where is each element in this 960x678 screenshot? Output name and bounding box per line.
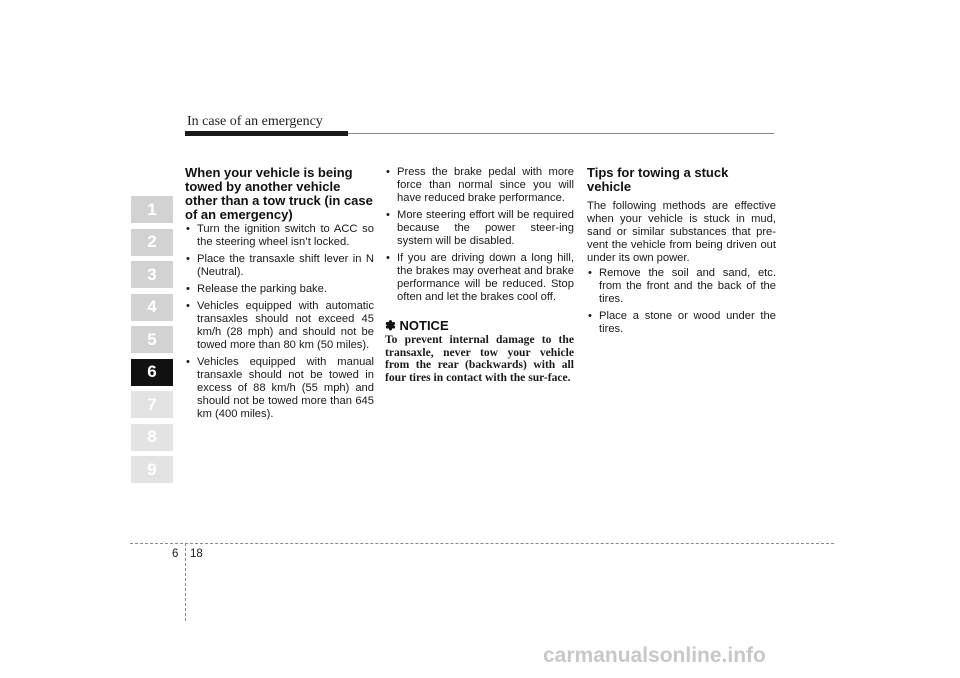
watermark: carmanualsonline.info xyxy=(543,644,766,667)
notice-heading: ✽ NOTICE xyxy=(385,318,449,333)
chapter-tab-5[interactable]: 5 xyxy=(131,326,173,353)
footer-divider xyxy=(185,543,186,621)
header-bar xyxy=(185,131,348,136)
chapter-tab-8[interactable]: 8 xyxy=(131,424,173,451)
section-heading-towing: When your vehicle is being towed by another vehicle other than a tow truck (in case of an emergency) xyxy=(185,165,373,222)
chapter-tab-1[interactable]: 1 xyxy=(131,196,173,223)
list-item: • Vehicles equipped with manual transaxle should not be towed in excess of 88 km/h (55 mph) and should not be towed more than 645 km (400 miles). xyxy=(185,356,374,421)
column-towing-continued xyxy=(385,166,574,384)
list-item: • Place a stone or wood under the tires. xyxy=(587,310,776,336)
footer-page-number: 18 xyxy=(190,548,203,560)
page-header-title: In case of an emergency xyxy=(187,114,323,129)
list-item: • More steering effort will be required because the power steer-ing system will be disabled. xyxy=(385,209,574,248)
chapter-tabs xyxy=(131,196,173,489)
list-item: • Vehicles equipped with automatic transaxles should not exceed 45 km/h (28 mph) and should not be towed more than 80 km (50 miles). xyxy=(185,300,374,352)
chapter-tab-3[interactable]: 3 xyxy=(131,261,173,288)
list-item: • Place the transaxle shift lever in N (Neutral). xyxy=(185,253,374,279)
stuck-vehicle-intro: The following methods are effective when your vehicle is stuck in mud, sand or similar substances that pre-vent the vehicle from being driven out under its own power. xyxy=(587,200,776,264)
list-item: • If you are driving down a long hill, the brakes may overheat and brake performance will be reduced. Stop often and let the brakes cool off. xyxy=(385,252,574,304)
section-heading-stuck-vehicle: Tips for towing a stuck vehicle xyxy=(587,165,729,194)
stuck-vehicle-list xyxy=(587,267,776,336)
chapter-tab-7[interactable]: 7 xyxy=(131,391,173,418)
column-towing-by-vehicle xyxy=(185,166,374,425)
chapter-tab-6[interactable]: 6 xyxy=(131,359,173,386)
list-item: • Release the parking bake. xyxy=(185,283,374,296)
footer-rule xyxy=(130,543,834,544)
chapter-tab-9[interactable]: 9 xyxy=(131,456,173,483)
list-item: • Turn the ignition switch to ACC so the steering wheel isn’t locked. xyxy=(185,223,374,249)
chapter-tab-2[interactable]: 2 xyxy=(131,229,173,256)
towing-steps-list xyxy=(185,223,374,421)
list-item: • Press the brake pedal with more force than normal since you will have reduced brake performance. xyxy=(385,166,574,205)
notice-body: To prevent internal damage to the transaxle, never tow your vehicle from the rear (backwards) with all four tires in contact with the sur-face. xyxy=(385,333,574,384)
column-stuck-vehicle-tips xyxy=(587,166,776,340)
towing-notes-list xyxy=(385,166,574,304)
footer-chapter-number: 6 xyxy=(172,548,179,560)
list-item: • Remove the soil and sand, etc. from the front and the back of the tires. xyxy=(587,267,776,306)
chapter-tab-4[interactable]: 4 xyxy=(131,294,173,321)
